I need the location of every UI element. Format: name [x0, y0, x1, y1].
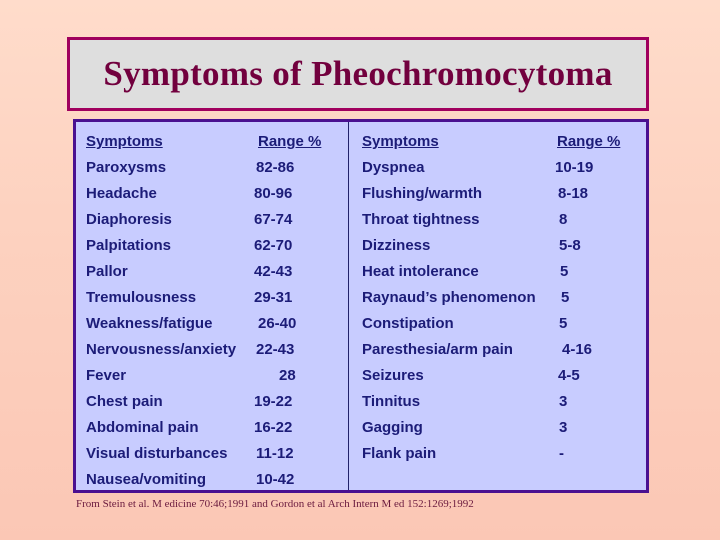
left-symptom-name: Abdominal pain — [86, 419, 199, 436]
right-symptom-name: Dyspnea — [362, 159, 425, 176]
left-symptom-name: Palpitations — [86, 237, 172, 254]
right-symptom-range: 5-8 — [559, 237, 581, 254]
right-symptom-range: - — [559, 445, 564, 462]
left-symptom-name: Visual disturbances — [86, 445, 228, 462]
right-symptom-name: Dizziness — [362, 237, 431, 254]
left-symptom-range: 62-70 — [254, 237, 293, 254]
left-symptom-name: Weakness/fatigue — [86, 315, 213, 332]
left-symptom-range: 28 — [279, 367, 296, 384]
right-symptom-range: 8-18 — [558, 185, 589, 202]
left-symptom-name: Pallor — [86, 263, 128, 280]
left-symptom-range: 10-42 — [256, 471, 295, 488]
left-symptom-name: Diaphoresis — [86, 211, 172, 228]
right-symptom-name: Tinnitus — [362, 393, 421, 410]
right-symptom-name: Paresthesia/arm pain — [362, 341, 513, 358]
right-symptom-range: 8 — [559, 211, 568, 228]
left-symptom-range: 82-86 — [256, 159, 295, 176]
left-range-header: Range % — [258, 133, 322, 150]
right-symptom-name: Throat tightness — [362, 211, 480, 228]
right-symptom-name: Flushing/warmth — [362, 185, 482, 202]
left-symptom-range: 42-43 — [254, 263, 293, 280]
right-symptom-range: 5 — [561, 289, 570, 306]
title-box — [67, 37, 649, 111]
left-symptoms-header: Symptoms — [86, 133, 163, 150]
left-symptom-name: Headache — [86, 185, 157, 202]
right-symptom-range: 10-19 — [555, 159, 594, 176]
citation-footnote: From Stein et al. M edicine 70:46;1991 and Gordon et al Arch Intern M ed 152:1269;1992 — [76, 498, 474, 510]
right-symptom-range: 4-16 — [562, 341, 593, 358]
left-symptom-name: Nervousness/anxiety — [86, 341, 237, 358]
left-symptom-range: 11-12 — [256, 445, 294, 462]
left-symptom-range: 67-74 — [254, 211, 293, 228]
page-title: Symptoms of Pheochromocytoma — [103, 54, 613, 93]
column-divider — [348, 122, 349, 490]
left-symptom-name: Paroxysms — [86, 159, 167, 176]
left-symptom-range: 80-96 — [254, 185, 293, 202]
right-symptom-name: Raynaud’s phenomenon — [362, 289, 536, 306]
left-symptom-range: 16-22 — [254, 419, 293, 436]
left-symptom-range: 22-43 — [256, 341, 295, 358]
right-range-header: Range % — [557, 133, 621, 150]
left-symptom-name: Nausea/vomiting — [86, 471, 207, 488]
left-symptom-range: 19-22 — [254, 393, 293, 410]
left-symptom-range: 29-31 — [254, 289, 293, 306]
right-symptom-range: 5 — [559, 315, 568, 332]
symptoms-table — [73, 119, 649, 493]
left-symptom-range: 26-40 — [258, 315, 297, 332]
right-symptom-range: 5 — [560, 263, 569, 280]
right-symptom-name: Seizures — [362, 367, 424, 384]
left-symptom-name: Tremulousness — [86, 289, 197, 306]
right-symptom-name: Constipation — [362, 315, 454, 332]
right-symptom-range: 3 — [559, 419, 568, 436]
right-symptom-name: Flank pain — [362, 445, 437, 462]
left-symptom-name: Chest pain — [86, 393, 163, 410]
right-symptoms-header: Symptoms — [362, 133, 439, 150]
right-symptom-name: Gagging — [362, 419, 423, 436]
right-symptom-range: 4-5 — [558, 367, 580, 384]
right-symptom-range: 3 — [559, 393, 568, 410]
left-symptom-name: Fever — [86, 367, 127, 384]
right-symptom-name: Heat intolerance — [362, 263, 479, 280]
